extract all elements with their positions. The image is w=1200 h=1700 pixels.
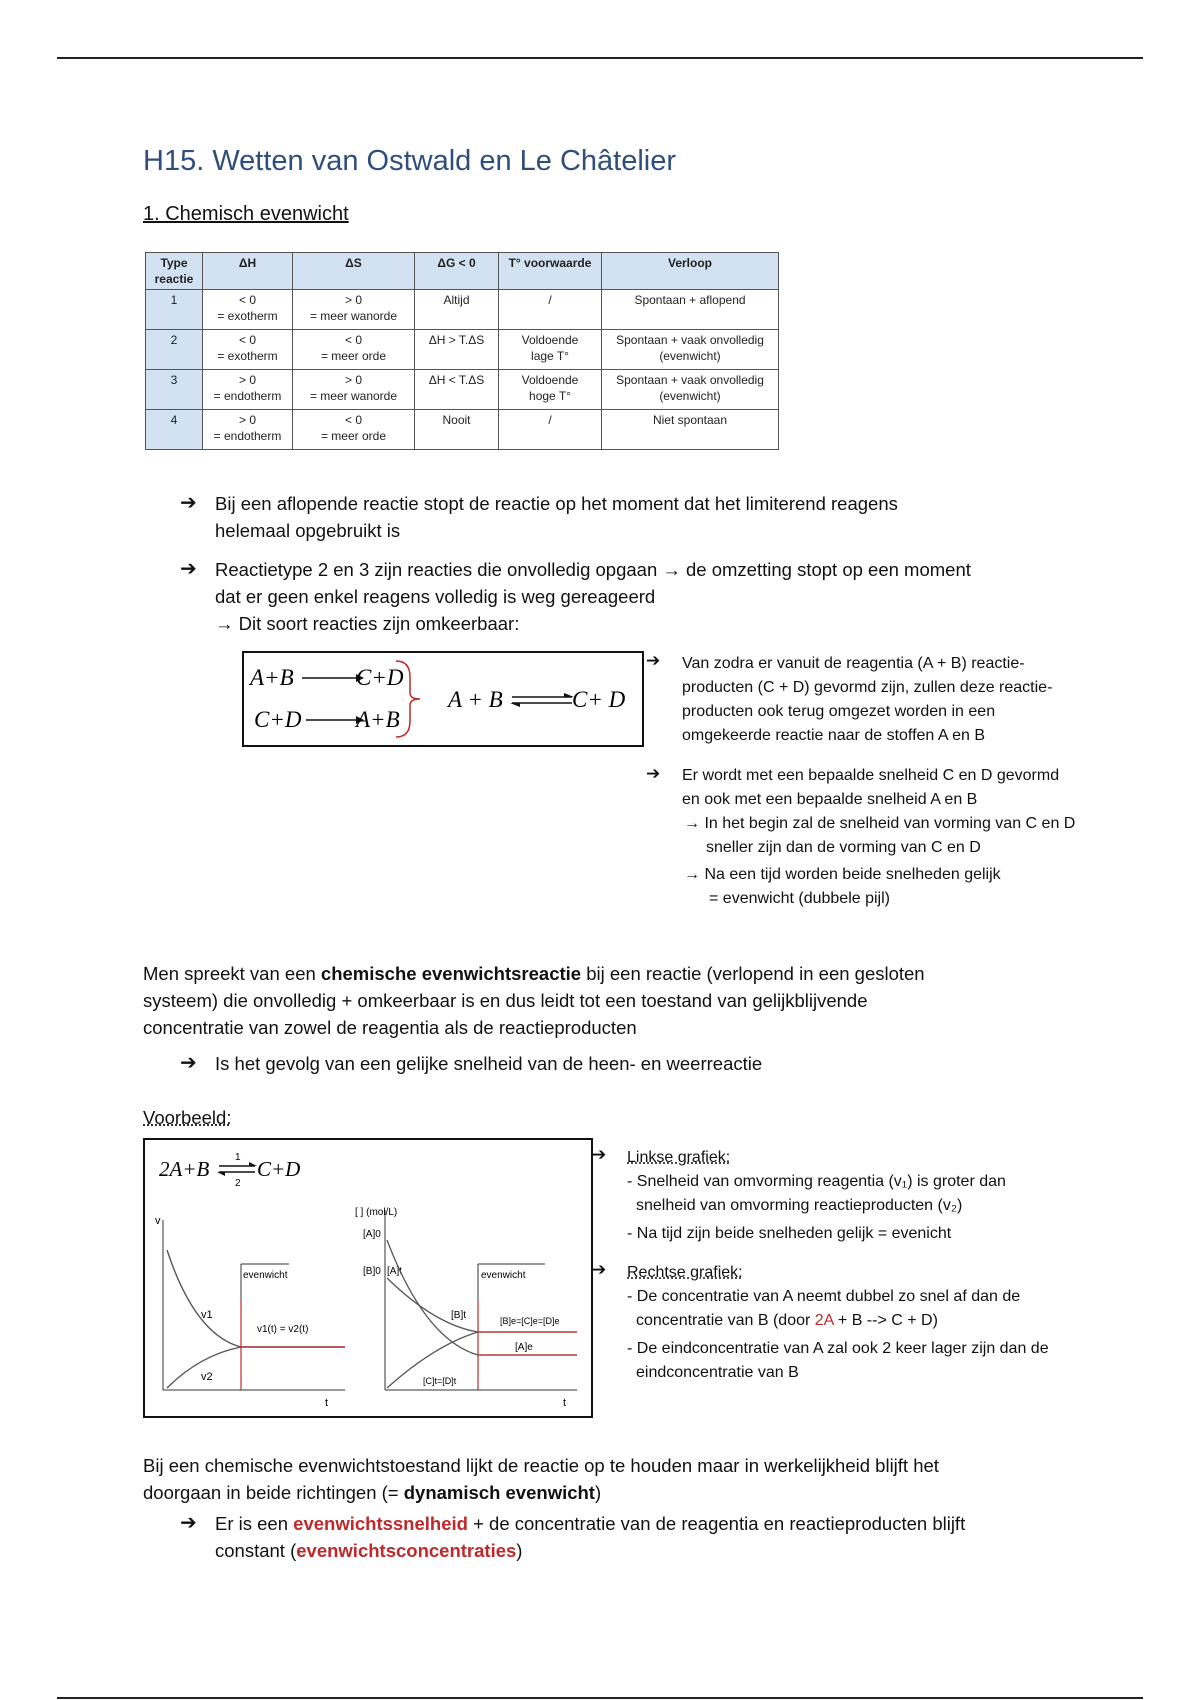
col-dg: ΔG < 0 bbox=[415, 253, 499, 290]
eq-r2-right: A+B bbox=[356, 707, 400, 732]
cell-line: Voldoende bbox=[521, 373, 579, 387]
para1-line3: concentratie van zowel de reagentia als de reactieproducten bbox=[143, 1017, 637, 1038]
right-graph bbox=[355, 1207, 577, 1409]
notes-right-title: Rechtse grafiek: bbox=[627, 1264, 743, 1281]
rg-a0: [A]0 bbox=[363, 1229, 381, 1240]
cell-line: = meer orde bbox=[320, 349, 387, 363]
cell-line: > 0 bbox=[344, 373, 362, 387]
table-cell bbox=[203, 370, 293, 410]
eq-r1-right: C+D bbox=[356, 665, 404, 690]
col-ds: ΔS bbox=[293, 253, 415, 290]
cell-line: = meer orde bbox=[320, 429, 387, 443]
arrow-icon: ➔ bbox=[592, 1260, 607, 1279]
cell-line: = exotherm bbox=[217, 349, 278, 363]
cell-line: 1 bbox=[170, 293, 178, 307]
cell-line: = meer wanorde bbox=[309, 389, 398, 403]
note-line: = evenwicht (dubbele pijl) bbox=[709, 890, 890, 907]
section-heading: 1. Chemisch evenwicht bbox=[143, 203, 349, 225]
cell-line: / bbox=[548, 413, 552, 427]
cell-line: 2 bbox=[170, 333, 178, 347]
arrow-icon: ➔ bbox=[180, 492, 197, 514]
cell-line: = endotherm bbox=[213, 389, 282, 403]
cell-line: = meer wanorde bbox=[309, 309, 398, 323]
cell-line: / bbox=[548, 293, 552, 307]
example-label: Voorbeeld: bbox=[143, 1107, 232, 1128]
note-line: - De concentratie van A neemt dubbel zo snel af dan de bbox=[627, 1288, 1021, 1305]
cell-line: Altijd bbox=[443, 293, 470, 307]
table-cell bbox=[146, 330, 203, 370]
note-line: Er wordt met een bepaalde snelheid C en D gevormd bbox=[682, 767, 1060, 784]
ex-eq-right: C+D bbox=[257, 1157, 301, 1181]
note-line: Van zodra er vanuit de reagentia (A + B) reactie- bbox=[682, 655, 1025, 672]
rg-at: [A]t bbox=[387, 1266, 403, 1277]
cell-line: ΔH > T.ΔS bbox=[428, 333, 485, 347]
left-graph bbox=[155, 1215, 345, 1409]
lg-eq-label: v1(t) = v2(t) bbox=[257, 1324, 309, 1335]
table-cell bbox=[415, 330, 499, 370]
cell-line: = exotherm bbox=[217, 309, 278, 323]
table-cell bbox=[203, 410, 293, 450]
note-line: producten ook terug omgezet worden in een bbox=[682, 703, 996, 720]
note-line: → In het begin zal de snelheid van vorming van C en D bbox=[684, 815, 1076, 832]
para1-line2: systeem) die onvolledig + omkeerbaar is en dus leidt tot een toestand van gelijkblijvende bbox=[143, 990, 868, 1011]
left-graph-notes bbox=[627, 1146, 1006, 1246]
cell-line: lage T° bbox=[531, 349, 569, 363]
rg-evenwicht: evenwicht bbox=[481, 1270, 526, 1281]
arrow-icon: ➔ bbox=[646, 651, 661, 670]
note-line: → Na een tijd worden beide snelheden gelijk bbox=[684, 866, 1001, 883]
ex-arrow-bottom: 2 bbox=[235, 1178, 241, 1189]
para2-line2: doorgaan in beide richtingen (= dynamisch evenwicht) bbox=[143, 1482, 602, 1503]
bullet-2-line2: dat er geen enkel reagens volledig is weg gereageerd bbox=[215, 586, 656, 607]
thermodynamics-table bbox=[145, 252, 779, 450]
cell-line: Niet spontaan bbox=[652, 413, 728, 427]
arrow-icon: ➔ bbox=[592, 1145, 607, 1164]
lg-xlabel: t bbox=[325, 1397, 329, 1409]
rg-b0: [B]0 bbox=[363, 1266, 381, 1277]
table-row bbox=[146, 410, 779, 450]
table-cell bbox=[203, 330, 293, 370]
cell-line: 3 bbox=[170, 373, 178, 387]
table-cell bbox=[499, 290, 602, 330]
arrow-icon: ➔ bbox=[180, 1512, 197, 1534]
col-type: Type reactie bbox=[146, 253, 203, 290]
cell-line: < 0 bbox=[238, 293, 256, 307]
eq-combined-right: C+ D bbox=[572, 687, 626, 712]
cell-line: hoge T° bbox=[529, 389, 571, 403]
table-cell bbox=[415, 410, 499, 450]
bullet-2-sub: → Dit soort reacties zijn omkeerbaar: bbox=[215, 613, 520, 634]
cell-line: < 0 bbox=[344, 413, 362, 427]
lg-v2: v2 bbox=[201, 1371, 213, 1383]
eq-r1-left: A+B bbox=[250, 665, 294, 690]
table-cell bbox=[146, 290, 203, 330]
table-cell bbox=[293, 410, 415, 450]
cell-line: < 0 bbox=[238, 333, 256, 347]
para1-bullet: Is het gevolg van een gelijke snelheid van de heen- en weerreactie bbox=[215, 1053, 763, 1074]
bullet-1-line2: helemaal opgebruikt is bbox=[215, 520, 401, 541]
lg-evenwicht: evenwicht bbox=[243, 1270, 288, 1281]
rg-ae: [A]e bbox=[515, 1342, 533, 1353]
lg-v1-curve bbox=[167, 1250, 345, 1347]
table-cell bbox=[146, 410, 203, 450]
rg-be: [B]e=[C]e=[D]e bbox=[500, 1316, 560, 1326]
note-line: snelheid van omvorming reactieproducten (v₂) bbox=[636, 1197, 963, 1214]
table-cell bbox=[499, 410, 602, 450]
cell-line: < 0 bbox=[344, 333, 362, 347]
para2-line1: Bij een chemische evenwichtstoestand lijkt de reactie op te houden maar in werkelijkheid blijft het bbox=[143, 1455, 939, 1476]
table-cell bbox=[203, 290, 293, 330]
paragraph-dynamic bbox=[143, 1452, 939, 1506]
para2-bullet: Er is een evenwichtssnelheid + de concentratie van de reagentia en reactieproducten blijft constant (evenwichtsconcentraties) bbox=[215, 1513, 966, 1561]
arrow-icon: ➔ bbox=[646, 764, 661, 783]
table-cell bbox=[602, 370, 779, 410]
table-header-row bbox=[146, 253, 779, 290]
rg-ct: [C]t=[D]t bbox=[423, 1376, 457, 1386]
col-verloop: Verloop bbox=[602, 253, 779, 290]
note-line: - De eindconcentratie van A zal ook 2 keer lager zijn dan de bbox=[627, 1340, 1049, 1357]
table-row bbox=[146, 370, 779, 410]
note-line: concentratie van B (door 2A + B --> C + D) bbox=[636, 1312, 938, 1329]
cell-line: > 0 bbox=[238, 373, 256, 387]
equation-box bbox=[242, 651, 644, 747]
note-speed bbox=[682, 764, 1075, 911]
top-rule bbox=[57, 57, 1143, 59]
table-cell bbox=[146, 370, 203, 410]
table-row bbox=[146, 330, 779, 370]
note-line: eindconcentratie van B bbox=[636, 1364, 799, 1381]
page-title: H15. Wetten van Ostwald en Le Châtelier bbox=[143, 145, 677, 177]
col-dh: ΔH bbox=[203, 253, 293, 290]
eq-combined-left: A + B bbox=[448, 687, 503, 712]
note-line: producten (C + D) gevormd zijn, zullen deze reactie- bbox=[682, 679, 1053, 696]
bullet-2-line1: Reactietype 2 en 3 zijn reacties die onvolledig opgaan → de omzetting stopt op een moment bbox=[215, 559, 971, 580]
note-line: omgekeerde reactie naar de stoffen A en B bbox=[682, 727, 986, 744]
lg-v1: v1 bbox=[201, 1309, 213, 1321]
rg-bt: [B]t bbox=[451, 1310, 467, 1321]
cell-line: Nooit bbox=[442, 413, 471, 427]
eq-r2-left: C+D bbox=[254, 707, 302, 732]
table-cell bbox=[602, 290, 779, 330]
table-cell bbox=[415, 290, 499, 330]
cell-line: Spontaan + aflopend bbox=[634, 293, 746, 307]
table-cell bbox=[499, 330, 602, 370]
para1-line1: Men spreekt van een chemische evenwichtsreactie bij een reactie (verlopend in een gesloten bbox=[143, 963, 925, 984]
cell-line: ΔH < T.ΔS bbox=[428, 373, 485, 387]
note-reversible bbox=[682, 652, 1052, 748]
cell-line: (evenwicht) bbox=[659, 389, 721, 403]
table-cell bbox=[293, 370, 415, 410]
lg-ylabel: v bbox=[155, 1215, 161, 1227]
table-cell bbox=[602, 330, 779, 370]
table-cell bbox=[293, 330, 415, 370]
rg-xlabel: t bbox=[563, 1397, 567, 1409]
col-t: T° voorwaarde bbox=[499, 253, 602, 290]
arrow-icon: ➔ bbox=[180, 558, 197, 580]
cell-line: (evenwicht) bbox=[659, 349, 721, 363]
table-cell bbox=[499, 370, 602, 410]
ex-eq-left: 2A+B bbox=[159, 1157, 210, 1181]
note-line: - Snelheid van omvorming reagentia (v₁) is groter dan bbox=[627, 1173, 1006, 1190]
table-row bbox=[146, 290, 779, 330]
cell-line: > 0 bbox=[238, 413, 256, 427]
notes-left-title: Linkse grafiek: bbox=[627, 1149, 731, 1166]
cell-line: = endotherm bbox=[213, 429, 282, 443]
cell-line: Voldoende bbox=[521, 333, 579, 347]
note-line: en ook met een bepaalde snelheid A en B bbox=[682, 791, 978, 808]
example-graphs bbox=[145, 1140, 591, 1416]
table-cell bbox=[415, 370, 499, 410]
right-graph-notes bbox=[627, 1261, 1049, 1385]
equation-diagram bbox=[244, 653, 642, 745]
table-cell bbox=[602, 410, 779, 450]
bullet-1-line1: Bij een aflopende reactie stopt de reactie op het moment dat het limiterend reagens bbox=[215, 493, 898, 514]
cell-line: 4 bbox=[170, 413, 178, 427]
arrow-icon: ➔ bbox=[180, 1052, 197, 1074]
rg-a-curve bbox=[387, 1240, 577, 1355]
example-figure bbox=[143, 1138, 593, 1418]
cell-line: Spontaan + vaak onvolledig bbox=[616, 333, 764, 347]
cell-line: Spontaan + vaak onvolledig bbox=[616, 373, 764, 387]
bullet-2 bbox=[215, 556, 971, 637]
note-line: - Na tijd zijn beide snelheden gelijk = evenicht bbox=[627, 1225, 952, 1242]
paragraph-definition bbox=[143, 960, 925, 1041]
bottom-rule bbox=[57, 1697, 1143, 1699]
bullet-1 bbox=[215, 490, 898, 544]
ex-arrow-top: 1 bbox=[235, 1152, 241, 1163]
cell-line: > 0 bbox=[344, 293, 362, 307]
rg-ylabel: [ ] (mol/L) bbox=[355, 1207, 398, 1218]
note-line: sneller zijn dan de vorming van C en D bbox=[706, 839, 981, 856]
table-cell bbox=[293, 290, 415, 330]
